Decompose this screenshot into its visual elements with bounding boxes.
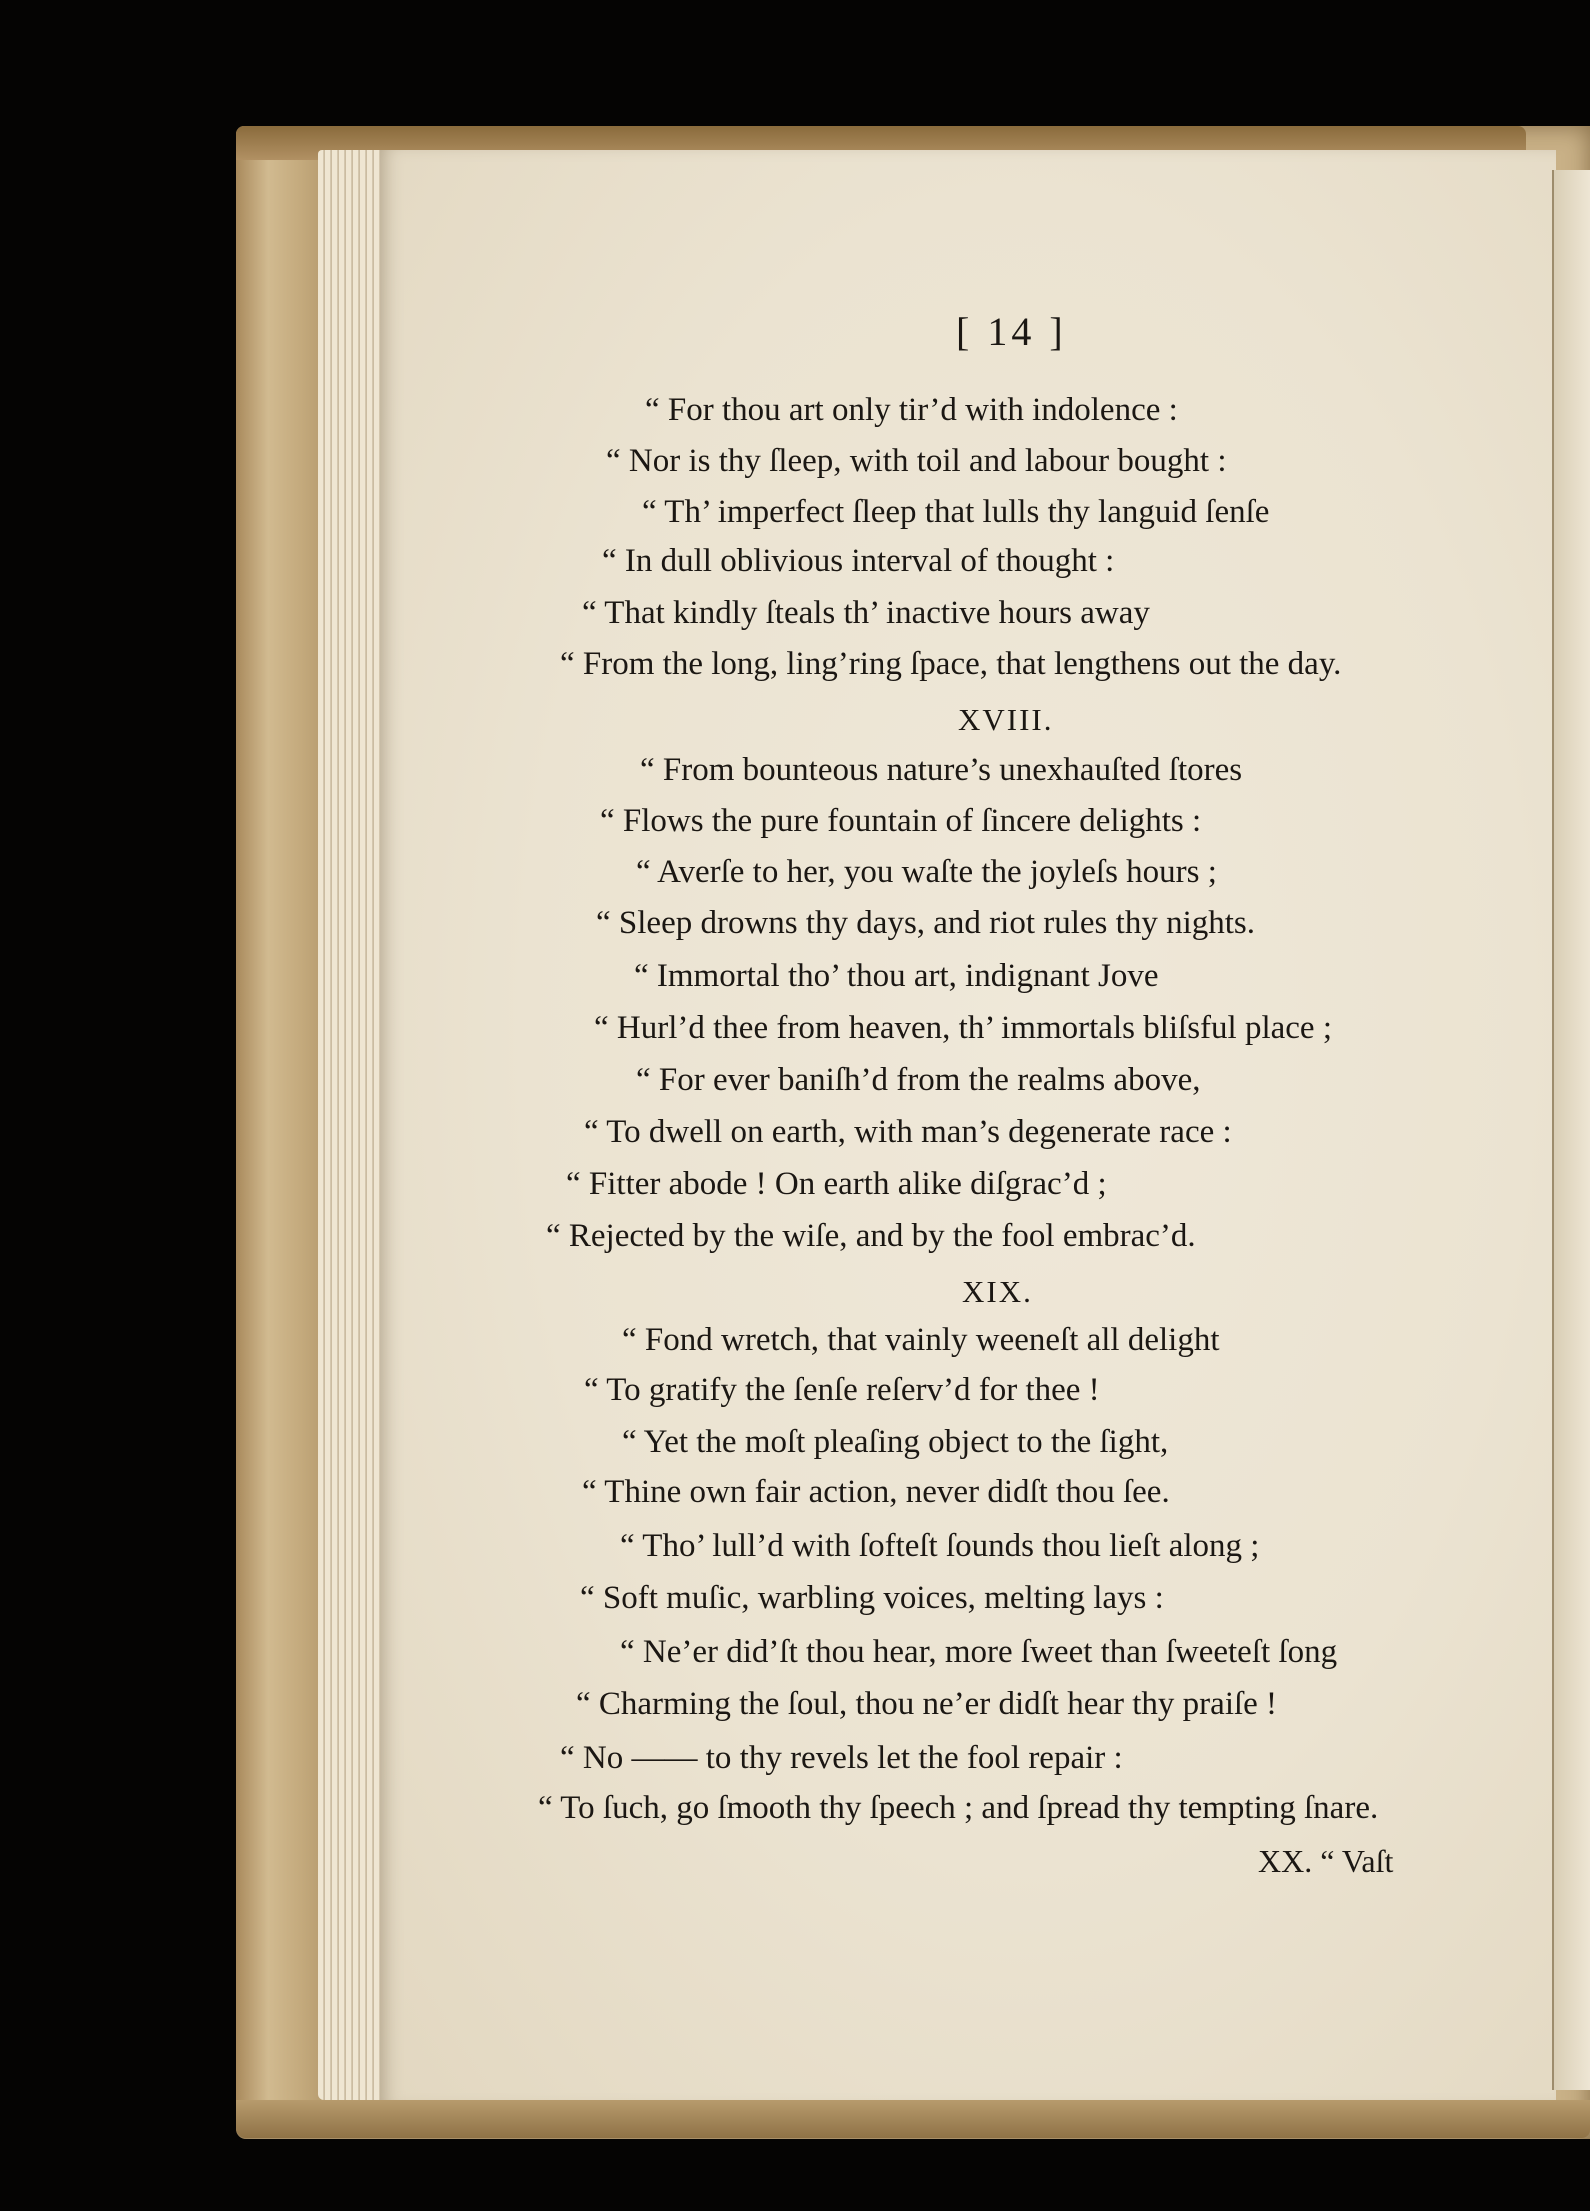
verse-line: “ Tho’ lull’d with ſofteſt ſounds thou lieſt along ; bbox=[620, 1528, 1260, 1564]
cover-bottom-edge bbox=[236, 2100, 1590, 2138]
verse-line: “ From bounteous nature’s unexhauſted ſtores bbox=[640, 752, 1243, 788]
verse-line: “ Ne’er did’ſt thou hear, more ſweet than ſweeteſt ſong bbox=[620, 1634, 1338, 1670]
verse-line: “ No —— to thy revels let the fool repair : bbox=[560, 1740, 1123, 1776]
verse-line: “ Rejected by the wiſe, and by the fool embrac’d. bbox=[546, 1218, 1196, 1254]
stanza-number: XVIII. bbox=[958, 702, 1054, 737]
verse-line: “ Immortal tho’ thou art, indignant Jove bbox=[634, 958, 1159, 994]
verse-line: “ From the long, ling’ring ſpace, that lengthens out the day. bbox=[560, 646, 1342, 682]
page-edges bbox=[318, 150, 384, 2100]
verse-line: “ Nor is thy ſleep, with toil and labour bought : bbox=[606, 443, 1227, 479]
verse-line: “ To dwell on earth, with man’s degenerate race : bbox=[584, 1114, 1232, 1150]
facing-page-edge bbox=[1552, 170, 1590, 2090]
verse-line: “ Fitter abode ! On earth alike diſgrac’d ; bbox=[566, 1166, 1107, 1202]
verse-line: “ Th’ imperfect ſleep that lulls thy languid ſenſe bbox=[642, 494, 1270, 530]
verse-line: “ To gratify the ſenſe reſerv’d for thee ! bbox=[584, 1372, 1100, 1408]
page-number: [ 14 ] bbox=[956, 309, 1067, 354]
verse-line: “ Averſe to her, you waſte the joyleſs hours ; bbox=[636, 854, 1217, 890]
verse-line: “ To ſuch, go ſmooth thy ſpeech ; and ſpread thy tempting ſnare. bbox=[538, 1790, 1379, 1826]
stanza-number: XIX. bbox=[962, 1274, 1033, 1309]
verse-line: “ Soft muſic, warbling voices, melting lays : bbox=[580, 1580, 1164, 1616]
book-spine bbox=[236, 160, 328, 2120]
catchword: XX. “ Vaſt bbox=[1258, 1843, 1394, 1879]
verse-line: “ Yet the moſt pleaſing object to the ſight, bbox=[622, 1424, 1169, 1460]
verse-line: “ Charming the ſoul, thou ne’er didſt hear thy praiſe ! bbox=[576, 1686, 1278, 1722]
verse-line: “ For thou art only tir’d with indolence : bbox=[645, 392, 1178, 428]
verse-line: “ That kindly ſteals th’ inactive hours away bbox=[582, 595, 1150, 631]
verse-line: “ Flows the pure fountain of ſincere delights : bbox=[600, 803, 1202, 839]
verse-line: “ For ever baniſh’d from the realms above, bbox=[636, 1062, 1201, 1098]
verse-line: “ Hurl’d thee from heaven, th’ immortals bliſsful place ; bbox=[594, 1010, 1332, 1046]
verse-line: “ Fond wretch, that vainly weeneſt all delight bbox=[622, 1322, 1220, 1358]
verse-line: “ Thine own fair action, never didſt thou ſee. bbox=[582, 1474, 1170, 1510]
verse-line: “ Sleep drowns thy days, and riot rules thy nights. bbox=[596, 905, 1256, 941]
verse-line: “ In dull oblivious interval of thought : bbox=[602, 543, 1115, 579]
